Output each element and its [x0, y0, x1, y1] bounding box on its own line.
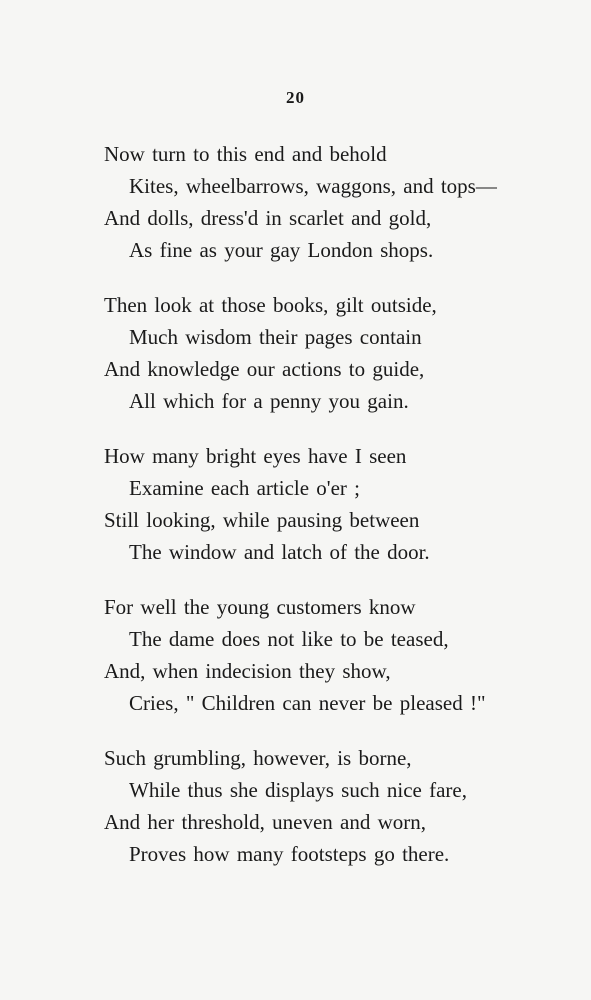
poem-line: And dolls, dress'd in scarlet and gold,: [104, 206, 432, 230]
poem-line: Now turn to this end and behold: [104, 142, 387, 166]
poem-line: How many bright eyes have I seen: [104, 444, 407, 468]
poem-line-indented: While thus she displays such nice fare,: [129, 778, 467, 802]
poem-line-indented: Cries, " Children can never be pleased !": [129, 691, 486, 715]
poem-line-indented: The dame does not like to be teased,: [129, 627, 449, 651]
poem-line-indented: The window and latch of the door.: [129, 540, 430, 564]
poem-line-indented: Proves how many footsteps go there.: [129, 842, 450, 866]
poem-line: And, when indecision they show,: [104, 659, 391, 683]
poem-line-indented: Examine each article o'er ;: [129, 476, 360, 500]
poem-line-indented: All which for a penny you gain.: [129, 389, 409, 413]
stanza: [104, 591, 584, 719]
poem-line: And knowledge our actions to guide,: [104, 357, 425, 381]
stanza: [104, 289, 584, 417]
poem-line-indented: Kites, wheelbarrows, waggons, and tops—: [129, 174, 497, 198]
poem-line-indented: As fine as your gay London shops.: [129, 238, 434, 262]
poem-line-indented: Much wisdom their pages contain: [129, 325, 422, 349]
stanza: [104, 440, 584, 568]
stanza: [104, 138, 584, 266]
poem: [104, 138, 584, 893]
poem-line: Still looking, while pausing between: [104, 508, 420, 532]
poem-line: And her threshold, uneven and worn,: [104, 810, 427, 834]
poem-line: Such grumbling, however, is borne,: [104, 746, 412, 770]
poem-line: Then look at those books, gilt outside,: [104, 293, 437, 317]
stanza: [104, 742, 584, 870]
page-number: 20: [286, 88, 305, 107]
poem-line: For well the young customers know: [104, 595, 416, 619]
